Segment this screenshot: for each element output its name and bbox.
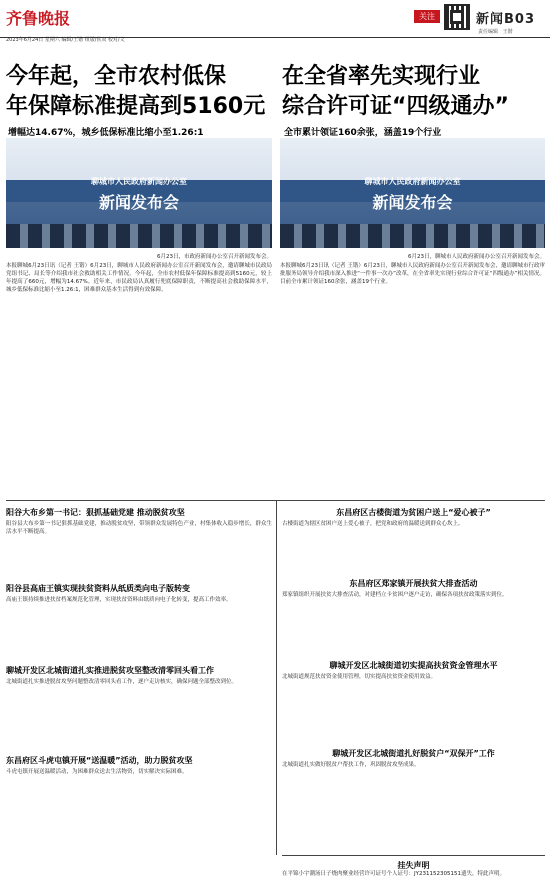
article-body: 郑家镇组织开展扶贫大排查活动，对建档立卡贫困户逐户走访，确保各项扶贫政策落实到位。 xyxy=(282,592,508,598)
right-subhead: 全市累计领证160余张，涵盖19个行业 xyxy=(284,128,442,138)
article-body: 斗虎屯镇开展送温暖活动，为困难群众送去生活物资，切实解决实际困难。 xyxy=(6,769,188,775)
masthead xyxy=(0,0,550,38)
article-body: 高庙王镇持续推进扶贫档案规范化管理，实现扶贫资料由纸质向电子化转变，提高工作效率。 xyxy=(6,597,232,603)
right-press-photo: 聊城市人民政府新闻办公室 新闻发布会 xyxy=(280,138,545,248)
dateline: 2023年6月24日 星期六 编辑/王锴 组版/侯双 校对/文 xyxy=(6,37,125,43)
notice-title: 挂失声明 xyxy=(397,861,430,870)
left-article-body: 本报聊城6月23日讯（记者 王锴）6月23日，聊城市人民政府新闻办公室召开新闻发布会，邀请聊城市民政局党组书记、局长等介绍我市社会救助相关工作情况。今年起，全市农村低保年保障标准提高到5160元，较上年提高了660元，增幅为14.67%。近年来，市民政局认真履行兜底保障职责，不断提高社会救助保障水平，城乡低保标准比缩小至1.26:1，困难群众基本生活得到有效保障。 xyxy=(6,263,272,293)
footer-divider xyxy=(282,855,545,856)
section-badge: 关注 xyxy=(414,10,440,23)
article-body: 阳谷县大布乡第一书记狠抓基础党建，推动脱贫攻坚，带领群众发展特色产业，村集体收入稳步增长，群众生活水平不断提高。 xyxy=(6,521,272,535)
left-photo-caption: 6月23日，市政府新闻办公室召开新闻发布会。 xyxy=(157,254,272,260)
article-title: 聊城开发区北城街道扎实推进脱贫攻坚整改清零回头看工作 xyxy=(6,666,214,675)
qr-code-icon xyxy=(444,4,470,30)
article-title: 东昌府区斗虎屯镇开展“送温暖”活动，助力脱贫攻坚 xyxy=(6,756,193,765)
article-title: 阳谷县高庙王镇实现扶贫资料从纸质类向电子版转变 xyxy=(6,584,190,593)
article-body: 北城街道扎实做好脱贫户帮扶工作，巩固脱贫攻坚成果。 xyxy=(282,762,420,768)
article-body: 北城街道扎实推进脱贫攻坚问题整改清零回头看工作，逐户走访核实，确保问题全部整改到位。 xyxy=(6,679,238,685)
right-headline: 在全省率先实现行业 综合许可证“四级通办” xyxy=(282,64,509,119)
article-title: 东昌府区古楼街道为贫困户送上“爱心被子” xyxy=(336,508,491,517)
left-headline: 今年起，全市农村低保 年保障标准提高到5160元 xyxy=(6,64,266,119)
right-article-body: 本报聊城6月23日讯（记者 王锴）6月23日，聊城市人民政府新闻办公室召开新闻发布会，邀请聊城市行政审批服务局领导介绍我市深入推进“一件事一次办”改革，在全省率先实现行业综合许可证“四级通办”相关情况。目前全市累计领证160余张，涵盖19个行业。 xyxy=(280,263,545,285)
section-title: 新闻B03 xyxy=(476,12,535,27)
notice-text: 在平锦小宇潮汤日子烧肉聚业经营许可证号个人证号：JY231152305151遗失，特此声明。 xyxy=(282,871,505,877)
newspaper-logo: 齐鲁晚报 xyxy=(6,9,71,28)
article-title: 阳谷大布乡第一书记：狠抓基础党建 推动脱贫攻坚 xyxy=(6,508,185,517)
article-title: 聊城开发区北城街道切实提高扶贫资金管理水平 xyxy=(329,661,498,670)
left-subhead: 增幅达14.67%，城乡低保标准比缩小至1.26:1 xyxy=(8,128,204,138)
article-body: 北城街道规范扶贫资金使用管理，切实提高扶贫资金使用效益。 xyxy=(282,674,437,680)
article-body: 古楼街道为辖区贫困户送上爱心被子，把党和政府的温暖送到群众心坎上。 xyxy=(282,521,464,527)
left-press-photo: 聊城市人民政府新闻办公室 新闻发布会 xyxy=(6,138,272,248)
editor-credits: 责任编辑 王锴 xyxy=(478,29,513,35)
column-divider xyxy=(276,500,277,855)
article-title: 聊城开发区北城街道扎好脱贫户“双保开”工作 xyxy=(332,749,495,758)
right-photo-caption: 6月23日，聊城市人民政府新闻办公室召开新闻发布会。 xyxy=(408,254,545,260)
article-title: 东昌府区郑家镇开展扶贫大排查活动 xyxy=(349,579,478,588)
